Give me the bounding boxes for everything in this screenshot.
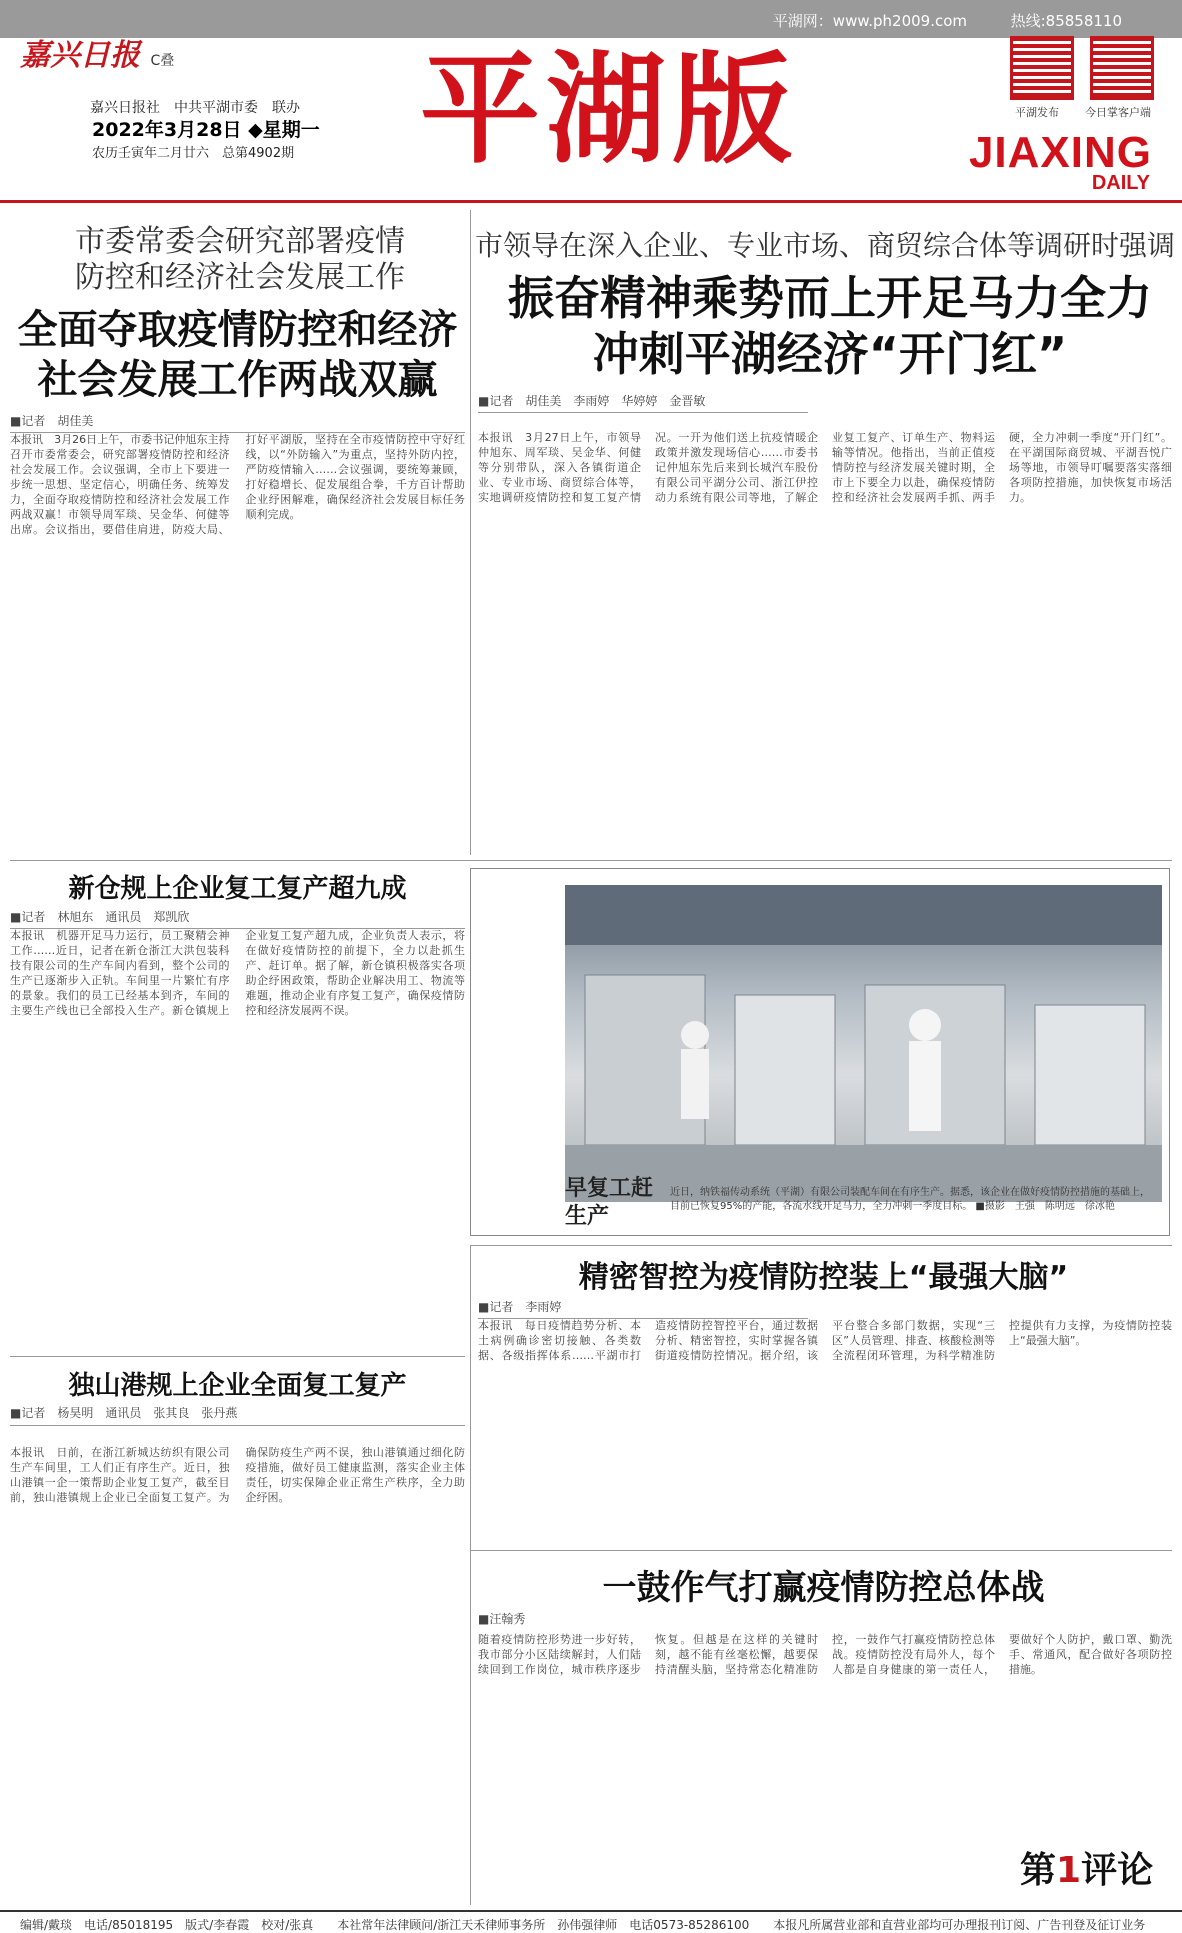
qr-caption: 平湖发布 [1015, 106, 1059, 119]
story1-subtitle: 市委常委会研究部署疫情防控和经济社会发展工作 [75, 224, 405, 295]
story3-byline: ■记者 林旭东 通讯员 郑凯欣 [10, 908, 465, 929]
comment-brand-b: 1 [1056, 1850, 1082, 1891]
issue-date: 2022年3月28日 ◆星期一 [92, 119, 320, 141]
page-title: 平湖版 [420, 39, 798, 180]
story2-subtitle: 市领导在深入企业、专业市场、商贸综合体等调研时强调 [475, 229, 1176, 262]
section-divider [470, 1245, 1172, 1246]
comment-brand-c: 评论 [1081, 1850, 1154, 1891]
section-divider [10, 860, 1172, 861]
story2-headline[interactable]: 振奋精神乘势而上开足马力全力冲刺平湖经济“开门红” [508, 271, 1152, 381]
story4-headline[interactable]: 精密智控为疫情防控装上“最强大脑” [578, 1260, 1069, 1295]
factory-photo[interactable] [565, 885, 1162, 1202]
photo-caption-head: 早复工赶生产 [565, 1176, 654, 1229]
brand-sub: DAILY [1091, 172, 1150, 194]
story4-body: 本报讯 每日疫情趋势分析、本土病例确诊密切接触、各类数据、各级指挥体系……平湖市打造疫情防控智控平台，通过数据分析、精密智控，实时掌握各镇街道疫情防控情况。据介绍，该平台整合多部门数据，实现“三区”人员管理、排查、核酸检测等全流程闭环管理，为科学精准防控提供有力支撑，为疫情防控装上“最强大脑”。 [478, 1319, 1172, 1362]
story2-byline: ■记者 胡佳美 李雨婷 华婷婷 金晋敏 [478, 392, 808, 413]
story5-byline: ■记者 杨昊明 通讯员 张其良 张丹燕 [10, 1405, 465, 1426]
story6-body: 随着疫情防控形势进一步好转，我市部分小区陆续解封，人们陆续回到工作岗位，城市秩序逐步恢复。但越是在这样的关键时刻，越不能有丝毫松懈，越要保持清醒头脑，坚持常态化精准防控，一鼓作气打赢疫情防控总体战。疫情防控没有局外人，每个人都是自身健康的第一责任人，要做好个人防护，戴口罩、勤洗手、常通风，配合做好各项防控措施。 [478, 1633, 1172, 1676]
story3-headline[interactable]: 新仓规上企业复工复产超九成 [68, 874, 407, 904]
comment-brand-a: 第 [1020, 1850, 1057, 1891]
photo-caption [670, 1186, 1150, 1214]
photo-credit: ■摄影 王强 陈明远 徐冰艳 [975, 1201, 1115, 1212]
story2-body: 本报讯 3月27日上午，市领导仲旭东、周军琰、吴金华、何健等分别带队，深入各镇街道企业、专业市场、商贸综合体等，实地调研疫情防控和复工复产情况。一开为他们送上抗疫情暖企政策并激发现场信心……市委书记仲旭东先后来到长城汽车股份有限公司平湖分公司、浙江伊控动力系统有限公司等地，了解企业复工复产、订单生产、物料运输等情况。他指出，当前正值疫情防控与经济发展关键时期，全市上下要全力以赴，确保疫情防控和经济社会发展两手抓、两手硬，全力冲刺一季度“开门红”。在平湖国际商贸城、平湖吾悦广场等地，市领导叮嘱要落实落细各项防控措施，加快恢复市场活力。 [478, 431, 1172, 504]
section-divider [470, 1550, 1172, 1551]
story6-byline: ■汪翰秀 [478, 1612, 526, 1626]
factory-photo-image [565, 885, 1162, 1202]
photo-caption-text: 近日，纳铁福传动系统（平湖）有限公司装配车间在有序生产。据悉，该企业在做好疫情防控措施的基础上，目前已恢复95%的产能，各流水线开足马力，全力冲刺一季度目标。 [670, 1187, 1150, 1212]
qr-code-icon[interactable] [1010, 36, 1074, 100]
story5-body: 本报讯 日前，在浙江新城达纺织有限公司生产车间里，工人们正有序生产。近日，独山港镇一企一策帮助企业复工复产，截至目前，独山港镇规上企业已全面复工复产。为确保防疫生产两不误，独山港镇通过细化防疫措施，做好员工健康监测，落实企业主体责任，切实保障企业正常生产秩序，全力助企纾困。 [10, 1446, 465, 1504]
publishers: 嘉兴日报社 中共平湖市委 联办 [90, 100, 300, 116]
story1-body: 本报讯 3月26日上午，市委书记仲旭东主持召开市委常委会，研究部署疫情防控和经济社会发展工作。会议强调，全市上下要进一步统一思想、坚定信心，明确任务、统筹发力，全面夺取疫情防控和经济社会发展工作两战双赢！市领导周军琰、吴金华、何健等出席。会议指出，要借佳肩进，防疫大局、打好平湖版，坚持在全市疫情防控中守好红线，以“外防输入”为重点，坚持外防内控，严防疫情输入……会议强调，要统筹兼顾，打好稳增长、促发展组合拳，千方百计帮助企业纾困解难，确保经济社会发展目标任务顺利完成。 [10, 433, 465, 536]
column-divider [470, 1245, 471, 1905]
story4-byline: ■记者 李雨婷 [478, 1298, 808, 1319]
masthead-divider [0, 200, 1182, 203]
story3-body: 本报讯 机器开足马力运行，员工聚精会神工作……近日，记者在新仓浙江大洪包装科技有限公司的生产车间内看到，整个公司的生产已逐渐步入正轨。车间里一片繁忙有序的景象。我们的员工已经基本到齐，车间的主要生产线也已全部投入生产。新仓镇规上企业复工复产超九成，企业负责人表示，将在做好疫情防控的前提下，全力以赴抓生产、赶订单。据了解，新仓镇积极落实各项助企纾困政策，帮助企业解决用工、物流等难题，推动企业有序复工复产，确保疫情防控和经济发展两不误。 [10, 929, 465, 1017]
top-bar [0, 0, 1182, 38]
brand-name: JIAXING [968, 128, 1152, 177]
first-comment-logo [1020, 1842, 1153, 1893]
newspaper-logo [20, 30, 174, 74]
hotline: 热线:85858110 [1010, 12, 1122, 30]
qr-caption: 今日掌客户端 [1085, 106, 1151, 119]
website-url[interactable]: 平湖网：www.ph2009.com [772, 12, 967, 30]
story1-headline[interactable]: 全面夺取疫情防控和经济社会发展工作两战双赢 [17, 307, 458, 403]
section-divider [10, 1356, 465, 1357]
logo-text: 嘉兴日报 [20, 38, 140, 73]
story5-headline[interactable]: 独山港规上企业全面复工复产 [68, 1371, 407, 1401]
qr-code-icon[interactable] [1090, 36, 1154, 100]
column-divider [470, 210, 471, 855]
story1-byline: ■记者 胡佳美 [10, 412, 465, 433]
story6-headline[interactable]: 一鼓作气打赢疫情防控总体战 [602, 1568, 1045, 1608]
lunar-date: 农历壬寅年二月廿六 总第4902期 [92, 146, 295, 161]
section-tag: C叠 [150, 53, 175, 69]
page-footer: 编辑/戴琰 电话/85018195 版式/李春霞 校对/张真 本社常年法律顾问/浙江天禾律师事务所 孙伟强律师 电话0573-85286100 本报凡所属营业部和直营业部均可办理报刊订阅、广告刊登及征订业务 [0, 1910, 1182, 1933]
